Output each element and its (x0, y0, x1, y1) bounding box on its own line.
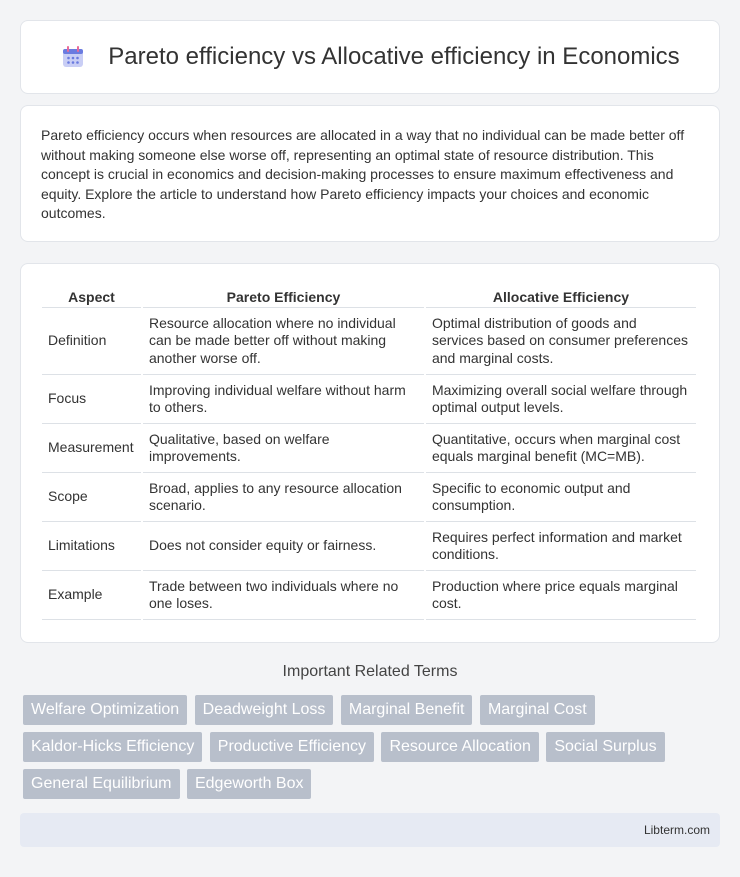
related-terms-list (23, 695, 723, 806)
table-header-row (42, 286, 696, 308)
tag-welfare-optimization[interactable]: Welfare Optimization (23, 695, 187, 725)
tag-marginal-benefit[interactable]: Marginal Benefit (341, 695, 473, 725)
aspect-cell: Definition (42, 308, 141, 375)
pareto-cell: Trade between two individuals where no one loses. (143, 571, 424, 620)
allocative-cell: Optimal distribution of goods and services based on consumer preferences and marginal costs. (426, 308, 696, 375)
allocative-cell: Maximizing overall social welfare through optimal output levels. (426, 375, 696, 424)
allocative-cell: Specific to economic output and consumption. (426, 473, 696, 522)
aspect-cell: Example (42, 571, 141, 620)
table-row (42, 375, 696, 424)
allocative-cell: Quantitative, occurs when marginal cost equals marginal benefit (MC=MB). (426, 424, 696, 473)
comparison-table-card (20, 263, 720, 643)
header-allocative: Allocative Efficiency (426, 286, 696, 308)
pareto-cell: Broad, applies to any resource allocation scenario. (143, 473, 424, 522)
aspect-cell: Focus (42, 375, 141, 424)
table-row (42, 308, 696, 375)
header-card (20, 20, 720, 94)
allocative-cell: Production where price equals marginal cost. (426, 571, 696, 620)
pareto-cell: Qualitative, based on welfare improvements. (143, 424, 424, 473)
table-row (42, 522, 696, 571)
footer (20, 813, 720, 847)
tag-social-surplus[interactable]: Social Surplus (546, 732, 664, 762)
comparison-table (40, 286, 698, 620)
pareto-cell: Resource allocation where no individual can be made better off without making another worse off. (143, 308, 424, 375)
title-wrap (60, 43, 679, 71)
aspect-cell: Limitations (42, 522, 141, 571)
tag-marginal-cost[interactable]: Marginal Cost (480, 695, 595, 725)
table-row (42, 571, 696, 620)
intro-text: Pareto efficiency occurs when resources are allocated in a way that no individual can be made better off without making someone else worse off, representing an optimal state of resource distribution. This concept is crucial in economics and decision-making processes to ensure maximum effectiveness and equity. Explore the article to understand how Pareto efficiency impacts your choices and economic outcomes. (41, 127, 685, 221)
tag-productive-efficiency[interactable]: Productive Efficiency (210, 732, 374, 762)
table-row (42, 424, 696, 473)
page-title: Pareto efficiency vs Allocative efficiency in Economics (108, 43, 680, 70)
aspect-cell: Measurement (42, 424, 141, 473)
tag-resource-allocation[interactable]: Resource Allocation (381, 732, 538, 762)
footer-site-link[interactable]: Libterm.com (643, 823, 710, 837)
pareto-cell: Improving individual welfare without harm to others. (143, 375, 424, 424)
table-row (42, 473, 696, 522)
pareto-cell: Does not consider equity or fairness. (143, 522, 424, 571)
tag-kaldor-hicks-efficiency[interactable]: Kaldor-Hicks Efficiency (23, 732, 202, 762)
document-icon (60, 44, 86, 70)
tag-edgeworth-box[interactable]: Edgeworth Box (187, 769, 312, 799)
tag-deadweight-loss[interactable]: Deadweight Loss (195, 695, 334, 725)
aspect-cell: Scope (42, 473, 141, 522)
header-pareto: Pareto Efficiency (143, 286, 424, 308)
intro-card (20, 105, 720, 242)
tag-general-equilibrium[interactable]: General Equilibrium (23, 769, 180, 799)
allocative-cell: Requires perfect information and market conditions. (426, 522, 696, 571)
header-aspect: Aspect (42, 286, 141, 308)
related-terms-title: Important Related Terms (282, 663, 458, 680)
